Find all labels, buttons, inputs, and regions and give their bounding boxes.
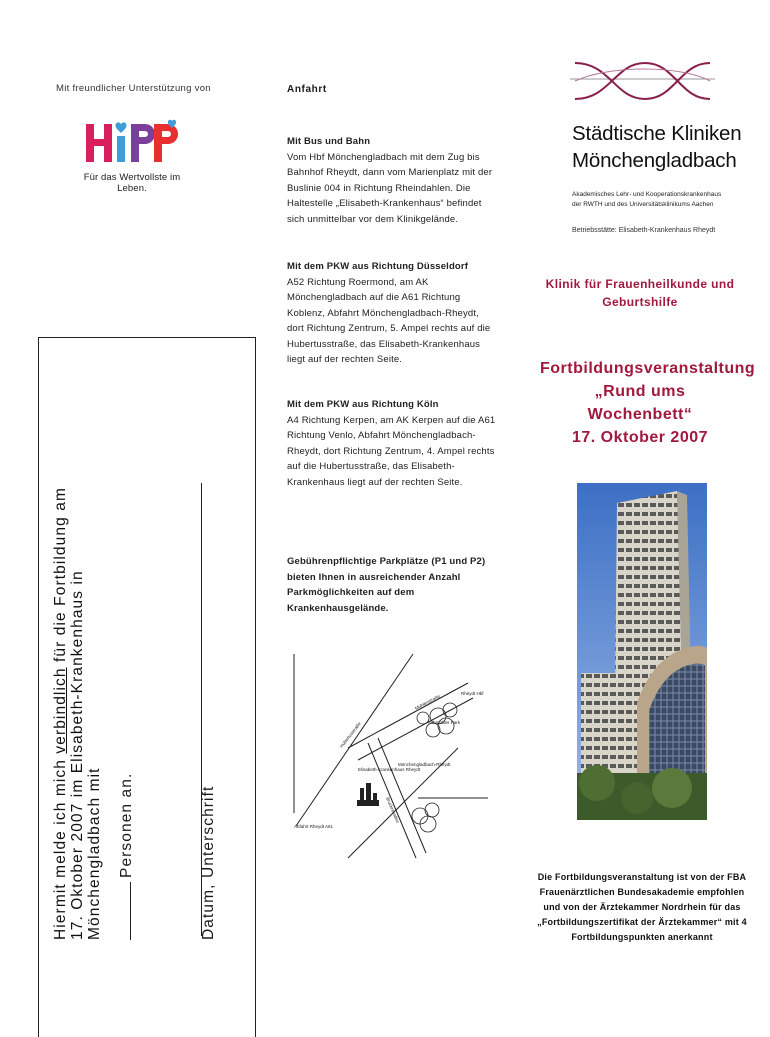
emphasis-underlined: verbindlich — [52, 667, 69, 754]
signature-label: Datum, Unterschrift — [200, 785, 217, 940]
persons-blank-line[interactable] — [130, 882, 131, 940]
hospital-building-photo — [577, 483, 707, 820]
map-label-street-mid: Hubertusstraße — [338, 721, 362, 749]
map-label-rheydt-hbf: Rheydt Hbf — [461, 691, 484, 696]
directions-section-koeln: Mit dem PKW aus Richtung Köln A4 Richtung Kerpen, am AK Kerpen auf die A61 Richtung Venlo, Abfahrt Mönchengladbach-Rheydt, dort Richtung Zentrum, 4. Ampel rechts auf die Hubertusstraße, das Elisabeth-Krankenhaus liegt auf der rechten Seite. — [287, 399, 496, 488]
registration-text: Hiermit melde ich mich verbindlich für die Fortbildung am 17. Oktober 2007 im Elisabeth-Krankenhaus in Mönchengladbach mit — [52, 487, 103, 940]
map-label-exit: Abfahrt Rheydt A61 — [294, 824, 334, 829]
map-label-park: Schmölder Park — [428, 720, 461, 725]
directions-section-bus: Mit Bus und Bahn Vom Hbf Mönchengladbach mit dem Zug bis Bahnhof Rheydt, dann vom Marienplatz mit der Buslinie 004 in Richtung Rheindahlen. Die Haltestelle „Elisabeth-Krankenhaus“ befindet sich unmittelbar vor dem Klinikgelände. — [287, 136, 493, 225]
map-label-street-top: Mühlenstraße — [414, 693, 441, 711]
map-label-hospital: Elisabeth-Krankenhaus Rheydt — [358, 767, 421, 772]
accreditation-note: Die Fortbildungsveranstaltung ist von der FBA Frauenärztlichen Bundesakademie empfohlen und von der Ärztekammer Nordrhein für das „Fortbildungszertifikat der Ärztekammer“ mit 4 Fortbildungspunkten anerkannt — [537, 872, 747, 942]
clinic-name: Klinik für Frauenheilkunde und Geburtshilfe — [545, 277, 735, 309]
kliniken-site: Betriebsstätte: Elisabeth-Krankenhaus Rheydt — [572, 227, 716, 234]
persons-label: Personen an. — [118, 772, 135, 878]
parking-info: Gebührenpflichtige Parkplätze (P1 und P2) bieten Ihnen in ausreichender Anzahl Parkmöglichkeiten auf dem Krankenhausgelände. — [287, 556, 486, 614]
kliniken-subtitle: Akademisches Lehr- und Kooperationskrankenhaus der RWTH und des Universitätsklinikums Aachen — [572, 191, 722, 208]
hipp-letters-graphic — [82, 118, 182, 168]
directions-section-duesseldorf: Mit dem PKW aus Richtung Düsseldorf A52 Richtung Roermond, am AK Mönchengladbach auf die A61 Richtung Koblenz, Abfahrt Mönchengladbach-Rheydt, dort Richtung Zentrum, 5. Ampel rechts auf die Hubertusstraße, das Elisabeth-Krankenhaus liegt auf der rechten Seite. — [287, 261, 491, 365]
persons-count-field[interactable] — [118, 700, 136, 940]
event-title: Fortbildungsveranstaltung „Rund ums Wochenbett“ 17. Oktober 2007 — [540, 360, 756, 446]
kliniken-title: Städtische Kliniken Mönchengladbach — [572, 122, 742, 172]
hipp-logo — [78, 118, 186, 198]
directions-title: Anfahrt — [287, 84, 327, 95]
kliniken-logo-wave — [570, 55, 715, 115]
sponsor-tagline: Für das Wertvollste im Leben. — [83, 172, 181, 194]
directions-map — [288, 648, 493, 863]
map-label-street-diag: Brucknerallee — [385, 796, 401, 824]
map-label-road-rheydt: Mönchengladbach-Rheydt — [398, 762, 451, 767]
support-label: Mit freundlicher Unterstützung von — [56, 83, 211, 94]
